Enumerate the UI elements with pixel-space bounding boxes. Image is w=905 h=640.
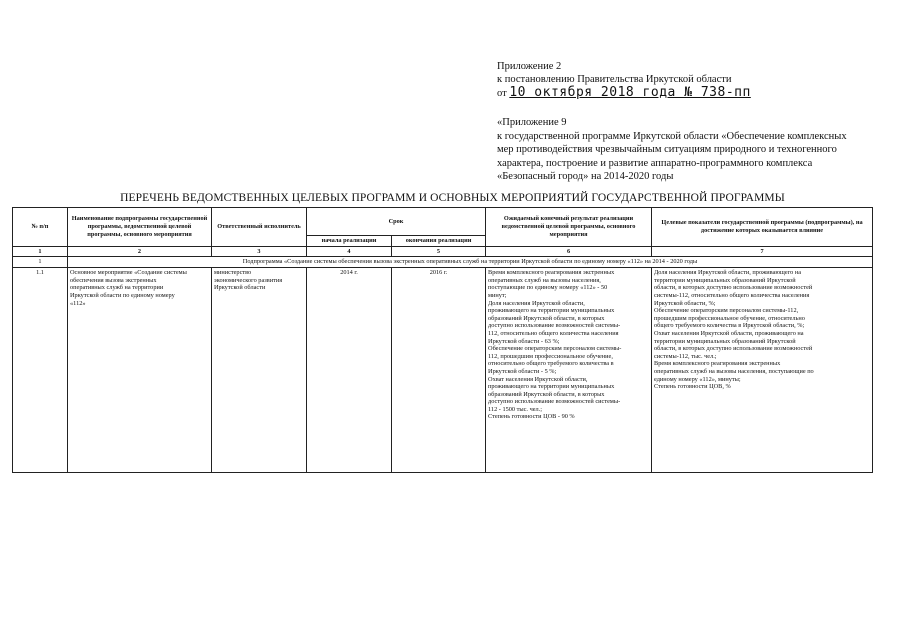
cell-line: 112, относительно общего количества населения xyxy=(488,329,619,337)
header-indicators: Целевые показатели государственной программы (подпрограммы), на достижение которых оказывается влияние xyxy=(652,208,873,247)
header-term-start: начала реализации xyxy=(307,236,392,247)
document-header xyxy=(497,60,877,100)
subprogram-title: Подпрограмма «Создание системы обеспечения вызова экстренных оперативных служб на территории Иркутской области по единому номеру «112» на 2014 - 2020 годы xyxy=(68,257,873,268)
cell-line: поступающие по единому номеру «112» - 50 xyxy=(488,284,608,292)
cell-line: Иркутской области - 63 %; xyxy=(488,337,560,345)
column-number: 1 xyxy=(13,246,68,257)
cell-line: 112 - 1500 тыс. чел.; xyxy=(488,405,542,413)
cell-line: Степень готовности ЦОВ, % xyxy=(654,383,731,391)
decree-date-number: 10 октября 2018 года № 738-пп xyxy=(509,85,751,100)
subprogram-row xyxy=(13,257,873,268)
cell-line: 112, прошедшим профессиональное обучение, xyxy=(488,352,613,360)
cell-line: проживающего на территории муниципальных xyxy=(488,307,615,315)
cell-line: Охват населения Иркутской области, xyxy=(488,375,588,383)
cell-line: Обеспечение операторским персоналом системы- xyxy=(488,345,622,353)
cell-line: Доля населения Иркутской области, проживающего на xyxy=(654,269,802,277)
cell-line: Иркутской области - 5 %; xyxy=(488,367,557,375)
from-prefix: от xyxy=(497,88,507,99)
cell-line: оперативных служб на вызовы населения, поступающие по xyxy=(654,367,814,375)
cell-line: Обеспечение операторским персоналом системы-112, xyxy=(654,307,799,315)
column-number: 5 xyxy=(392,246,486,257)
row-num: 1.1 xyxy=(13,268,68,473)
cell-line: Время комплексного реагирования экстренных xyxy=(654,360,781,368)
annex-block xyxy=(497,116,872,184)
row-term-end: 2016 г. xyxy=(392,268,486,473)
subprogram-num: 1 xyxy=(13,257,68,268)
cell-line: министерство xyxy=(214,269,252,277)
row-indicators xyxy=(652,268,873,473)
cell-line: Время комплексного реагирования экстренных xyxy=(488,269,615,277)
cell-line: общего требуемого количества в Иркутской области, %; xyxy=(654,322,805,330)
header-term-end: окончания реализации xyxy=(392,236,486,247)
cell-line: Основное мероприятие «Создание системы xyxy=(70,269,187,277)
cell-line: Степень готовности ЦОВ - 90 % xyxy=(488,413,575,421)
cell-line: области, в которых доступно использование возможностей xyxy=(654,345,813,353)
cell-line: Доля населения Иркутской области, xyxy=(488,299,585,307)
cell-line: проживающего на территории муниципальных xyxy=(488,383,615,391)
program-table xyxy=(12,207,873,473)
cell-line: оперативных служб на вызовы населения, xyxy=(488,276,601,284)
cell-line: оперативных служб на территории xyxy=(70,284,164,292)
cell-line: «112» xyxy=(70,299,86,307)
cell-line: образований Иркутской области, в которых xyxy=(488,314,605,322)
row-name xyxy=(68,268,212,473)
header-term: Срок xyxy=(307,208,486,236)
appendix-label: Приложение 2 xyxy=(497,61,562,72)
column-number-row xyxy=(13,246,873,257)
cell-line: образований Иркутской области, в которых xyxy=(488,390,605,398)
cell-line: области, в которых доступно использование возможностей xyxy=(654,284,813,292)
annex-line: характера, построение и развитие аппаратно-программного комплекса xyxy=(497,157,813,169)
cell-line: доступно использование возможностей системы- xyxy=(488,322,621,330)
cell-line: Иркутской области, %; xyxy=(654,299,716,307)
header-executor: Ответственный исполнитель xyxy=(212,208,307,247)
annex-appendix-label: «Приложение 9 xyxy=(497,117,567,128)
cell-line: доступно использование возможностей системы- xyxy=(488,398,621,406)
row-term-start: 2014 г. xyxy=(307,268,392,473)
cell-line: обеспечения вызова экстренных xyxy=(70,276,157,284)
decree-reference: к постановлению Правительства Иркутской области xyxy=(497,74,732,85)
header-result: Ожидаемый конечный результат реализации ведомственной целевой программы, основного мероприятия xyxy=(486,208,652,247)
cell-line: территории муниципальных образований Иркутской xyxy=(654,337,796,345)
cell-line: системы-112, тыс. чел.; xyxy=(654,352,717,360)
header-num: № п/п xyxy=(13,208,68,247)
row-result xyxy=(486,268,652,473)
cell-line: относительно общего требуемого количества в xyxy=(488,360,614,368)
cell-line: территории муниципальных образований Иркутской xyxy=(654,276,796,284)
cell-line: Иркутской области по единому номеру xyxy=(70,291,175,299)
decree-date-line xyxy=(497,86,877,100)
cell-line: Иркутской области xyxy=(214,284,266,292)
cell-line: прошедшим профессиональное обучение, относительно xyxy=(654,314,805,322)
cell-line: Охват населения Иркутской области, проживающего на xyxy=(654,329,804,337)
page-blank-area xyxy=(0,520,905,640)
annex-line: «Безопасный город» на 2014-2020 годы xyxy=(497,171,674,183)
cell-line: единому номеру «112», минуты; xyxy=(654,375,741,383)
cell-line: системы-112, относительно общего количества населения xyxy=(654,291,810,299)
annex-line: к государственной программе Иркутской области «Обеспечение комплексных xyxy=(497,130,847,142)
annex-line: мер противодействия чрезвычайным ситуациям природного и техногенного xyxy=(497,144,837,156)
table-row xyxy=(13,268,873,473)
column-number: 3 xyxy=(212,246,307,257)
column-number: 2 xyxy=(68,246,212,257)
column-number: 4 xyxy=(307,246,392,257)
column-number: 7 xyxy=(652,246,873,257)
cell-line: минут; xyxy=(488,291,507,299)
header-name: Наименование подпрограммы государственной программы, ведомственной целевой программы, основного мероприятия xyxy=(68,208,212,247)
document-title: ПЕРЕЧЕНЬ ВЕДОМСТВЕННЫХ ЦЕЛЕВЫХ ПРОГРАММ И ОСНОВНЫХ МЕРОПРИЯТИЙ ГОСУДАРСТВЕННОЙ ПРОГРАММЫ xyxy=(120,192,785,204)
row-executor xyxy=(212,268,307,473)
cell-line: экономического развития xyxy=(214,276,283,284)
column-number: 6 xyxy=(486,246,652,257)
table-header-row xyxy=(13,208,873,236)
